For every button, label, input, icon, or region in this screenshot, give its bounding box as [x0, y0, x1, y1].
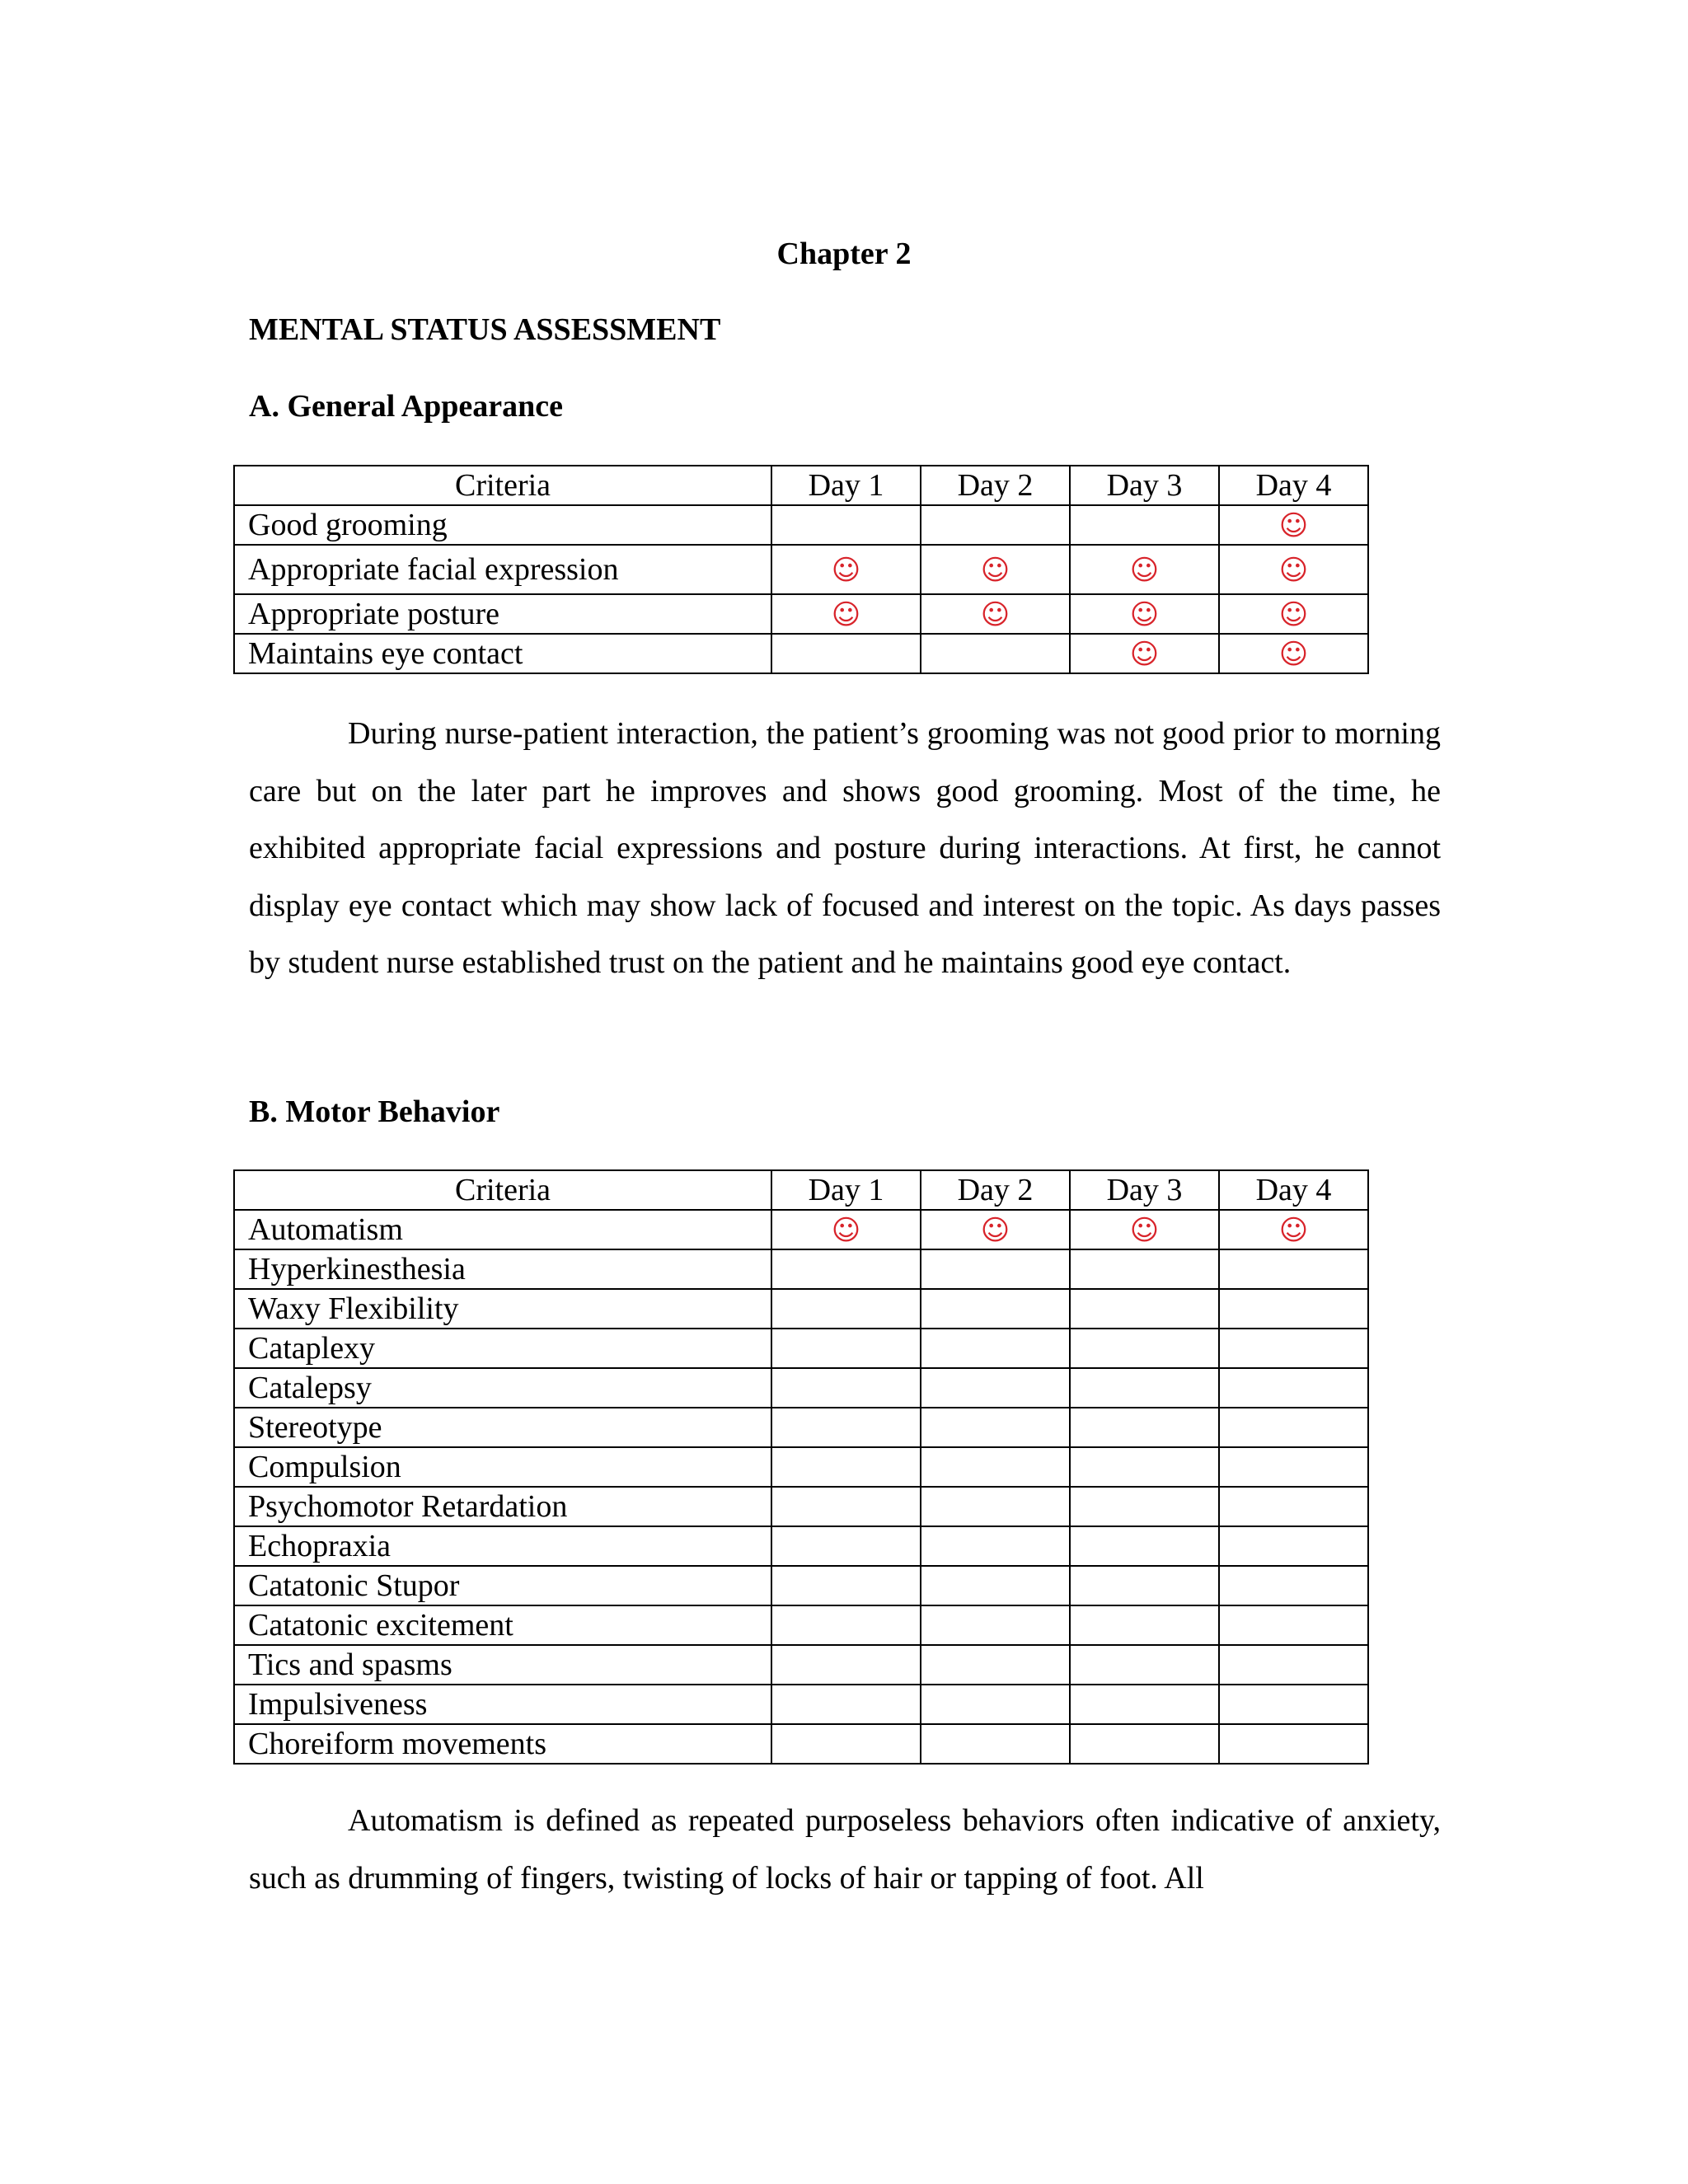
day-3-cell: [1070, 1526, 1219, 1566]
column-header-day-4: Day 4: [1219, 1170, 1368, 1210]
column-header-day-3: Day 3: [1070, 1170, 1219, 1210]
day-1-cell: [771, 1487, 921, 1526]
column-header-day-4: Day 4: [1219, 466, 1368, 505]
criteria-label: Psychomotor Retardation: [234, 1487, 771, 1526]
criteria-label: Appropriate facial expression: [234, 545, 771, 594]
day-2-cell: [921, 1368, 1070, 1408]
day-4-cell: [1219, 1645, 1368, 1685]
day-3-cell: [1070, 1368, 1219, 1408]
day-3-cell: [1070, 1645, 1219, 1685]
day-2-cell: [921, 1685, 1070, 1724]
table-row: [234, 1408, 1368, 1447]
day-4-cell: [1219, 1408, 1368, 1447]
general-appearance-paragraph: During nurse-patient interaction, the patient’s grooming was not good prior to morning care but on the later part he improves and shows good grooming. Most of the time, he exhibited appropriate facial expressions and posture during interactions. At first, he cannot display eye contact which may show lack of focused and interest on the topic. As days passes by student nurse established trust on the patient and he maintains good eye contact.: [249, 716, 1441, 980]
table-row: [234, 1329, 1368, 1368]
day-1-cell: [771, 1408, 921, 1447]
criteria-label: Choreiform movements: [234, 1724, 771, 1764]
day-4-cell: [1219, 1685, 1368, 1724]
day-1-cell: [771, 1329, 921, 1368]
day-4-cell: [1219, 1566, 1368, 1605]
criteria-label: Maintains eye contact: [234, 634, 771, 673]
day-1-cell: [771, 1645, 921, 1685]
day-1-cell: [771, 1685, 921, 1724]
day-2-cell: [921, 594, 1070, 634]
day-3-cell: [1070, 545, 1219, 594]
criteria-label: Automatism: [234, 1210, 771, 1249]
day-1-cell: [771, 1249, 921, 1289]
column-header-day-1: Day 1: [771, 466, 921, 505]
smiley-icon: ☺: [1278, 638, 1309, 671]
table-row: [234, 634, 1368, 673]
day-2-cell: [921, 505, 1070, 545]
day-2-cell: [921, 1605, 1070, 1645]
table-row: [234, 1724, 1368, 1764]
day-2-cell: [921, 1447, 1070, 1487]
day-3-cell: [1070, 594, 1219, 634]
table-row: [234, 1210, 1368, 1249]
motor-behavior-table: [233, 1169, 1369, 1765]
day-3-cell: [1070, 1289, 1219, 1329]
day-3-cell: [1070, 1249, 1219, 1289]
smiley-icon: ☺: [1278, 554, 1309, 587]
day-4-cell: [1219, 1526, 1368, 1566]
day-4-cell: [1219, 1329, 1368, 1368]
smiley-icon: ☺: [1129, 1214, 1160, 1247]
smiley-icon: ☺: [1129, 638, 1160, 671]
day-1-cell: [771, 1566, 921, 1605]
day-3-cell: [1070, 1408, 1219, 1447]
day-1-cell: [771, 1289, 921, 1329]
day-3-cell: [1070, 1685, 1219, 1724]
column-header-day-1: Day 1: [771, 1170, 921, 1210]
day-4-cell: [1219, 594, 1368, 634]
motor-behavior-heading: B. Motor Behavior: [249, 1094, 500, 1129]
smiley-icon: ☺: [980, 1214, 1010, 1247]
smiley-icon: ☺: [1129, 554, 1160, 587]
table-row: [234, 1645, 1368, 1685]
column-header-day-2: Day 2: [921, 466, 1070, 505]
table-row: [234, 594, 1368, 634]
day-4-cell: [1219, 1447, 1368, 1487]
table-row: [234, 1289, 1368, 1329]
table-header-row: [234, 1170, 1368, 1210]
day-2-cell: [921, 1645, 1070, 1685]
motor-behavior-rows: [234, 1210, 1368, 1764]
table-header-row: [234, 466, 1368, 505]
day-3-cell: [1070, 1210, 1219, 1249]
day-3-cell: [1070, 1566, 1219, 1605]
day-4-cell: [1219, 634, 1368, 673]
smiley-icon: ☺: [831, 1214, 861, 1247]
day-3-cell: [1070, 505, 1219, 545]
smiley-icon: ☺: [831, 598, 861, 631]
day-3-cell: [1070, 1605, 1219, 1645]
day-1-cell: [771, 634, 921, 673]
day-2-cell: [921, 1526, 1070, 1566]
day-1-cell: [771, 1447, 921, 1487]
smiley-icon: ☺: [980, 598, 1010, 631]
smiley-icon: ☺: [831, 554, 861, 587]
table-row: [234, 545, 1368, 594]
table-row: [234, 1487, 1368, 1526]
smiley-icon: ☺: [1278, 509, 1309, 542]
day-2-cell: [921, 1724, 1070, 1764]
day-2-cell: [921, 634, 1070, 673]
criteria-label: Catatonic excitement: [234, 1605, 771, 1645]
section-title: MENTAL STATUS ASSESSMENT: [249, 312, 721, 347]
table-row: [234, 1249, 1368, 1289]
criteria-label: Hyperkinesthesia: [234, 1249, 771, 1289]
motor-behavior-paragraph: Automatism is defined as repeated purposeless behaviors often indicative of anxiety, such as drumming of fingers, twisting of locks of hair or tapping of foot. All: [249, 1803, 1441, 1896]
day-4-cell: [1219, 1249, 1368, 1289]
smiley-icon: ☺: [1278, 598, 1309, 631]
column-header-criteria: Criteria: [234, 466, 771, 505]
day-2-cell: [921, 545, 1070, 594]
general-appearance-table: [233, 465, 1369, 674]
day-3-cell: [1070, 1724, 1219, 1764]
criteria-label: Impulsiveness: [234, 1685, 771, 1724]
day-3-cell: [1070, 1329, 1219, 1368]
day-4-cell: [1219, 1724, 1368, 1764]
day-1-cell: [771, 1368, 921, 1408]
day-4-cell: [1219, 1289, 1368, 1329]
day-2-cell: [921, 1408, 1070, 1447]
day-4-cell: [1219, 1210, 1368, 1249]
day-2-cell: [921, 1210, 1070, 1249]
day-3-cell: [1070, 1447, 1219, 1487]
table-row: [234, 505, 1368, 545]
day-1-cell: [771, 1526, 921, 1566]
day-2-cell: [921, 1249, 1070, 1289]
general-appearance-heading: A. General Appearance: [249, 389, 564, 424]
day-1-cell: [771, 594, 921, 634]
column-header-day-3: Day 3: [1070, 466, 1219, 505]
day-1-cell: [771, 1605, 921, 1645]
day-2-cell: [921, 1487, 1070, 1526]
day-3-cell: [1070, 634, 1219, 673]
criteria-label: Echopraxia: [234, 1526, 771, 1566]
table-row: [234, 1685, 1368, 1724]
smiley-icon: ☺: [1129, 598, 1160, 631]
day-4-cell: [1219, 1605, 1368, 1645]
table-row: [234, 1447, 1368, 1487]
day-2-cell: [921, 1289, 1070, 1329]
criteria-label: Compulsion: [234, 1447, 771, 1487]
smiley-icon: ☺: [980, 554, 1010, 587]
criteria-label: Cataplexy: [234, 1329, 771, 1368]
table-row: [234, 1566, 1368, 1605]
column-header-day-2: Day 2: [921, 1170, 1070, 1210]
criteria-label: Appropriate posture: [234, 594, 771, 634]
criteria-label: Catalepsy: [234, 1368, 771, 1408]
column-header-criteria: Criteria: [234, 1170, 771, 1210]
table-row: [234, 1526, 1368, 1566]
day-4-cell: [1219, 1368, 1368, 1408]
day-1-cell: [771, 1210, 921, 1249]
general-appearance-rows: [234, 505, 1368, 673]
day-2-cell: [921, 1329, 1070, 1368]
chapter-title: Chapter 2: [776, 237, 912, 271]
day-4-cell: [1219, 505, 1368, 545]
table-row: [234, 1605, 1368, 1645]
day-1-cell: [771, 1724, 921, 1764]
day-3-cell: [1070, 1487, 1219, 1526]
smiley-icon: ☺: [1278, 1214, 1309, 1247]
criteria-label: Waxy Flexibility: [234, 1289, 771, 1329]
day-4-cell: [1219, 1487, 1368, 1526]
criteria-label: Good grooming: [234, 505, 771, 545]
table-row: [234, 1368, 1368, 1408]
day-4-cell: [1219, 545, 1368, 594]
day-1-cell: [771, 545, 921, 594]
criteria-label: Tics and spasms: [234, 1645, 771, 1685]
day-2-cell: [921, 1566, 1070, 1605]
criteria-label: Stereotype: [234, 1408, 771, 1447]
criteria-label: Catatonic Stupor: [234, 1566, 771, 1605]
day-1-cell: [771, 505, 921, 545]
